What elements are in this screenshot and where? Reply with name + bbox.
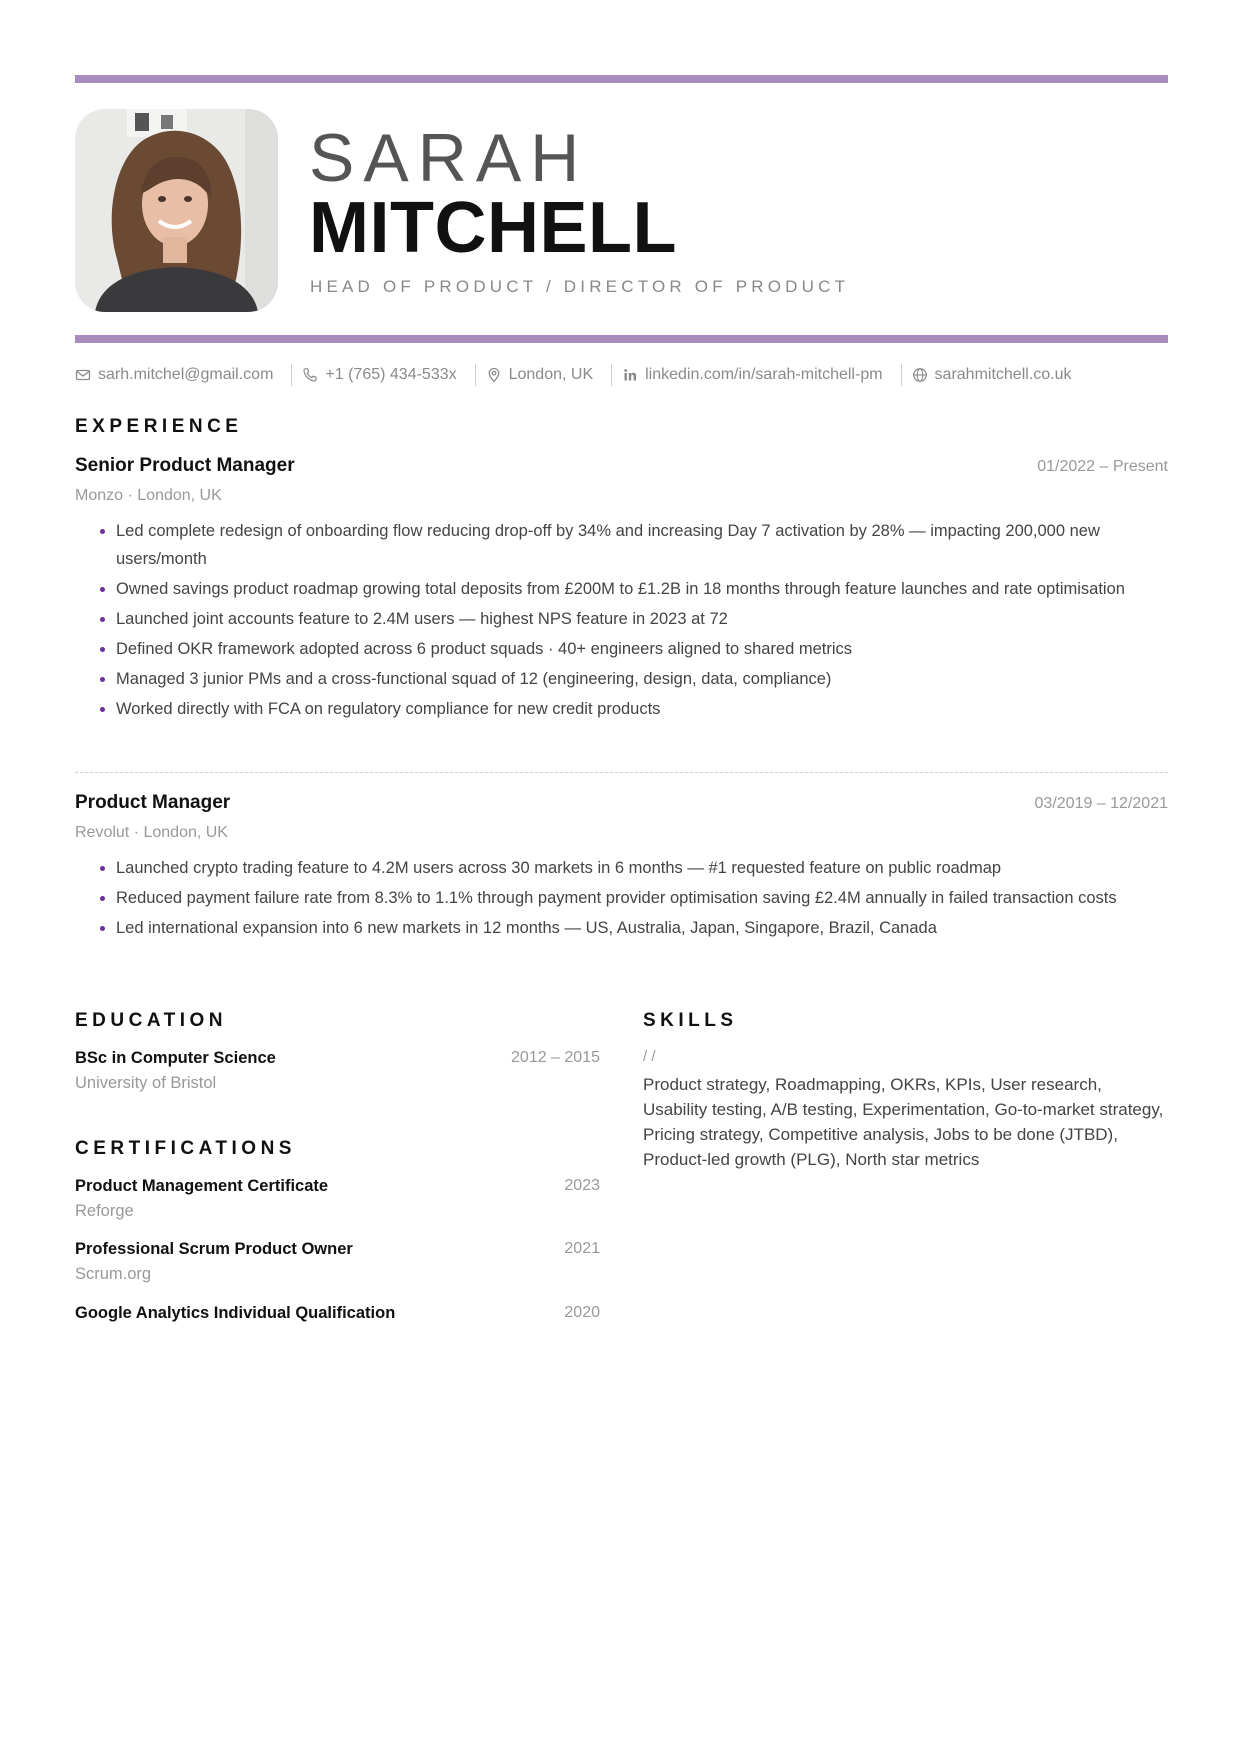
contact-website[interactable] <box>912 366 1072 384</box>
phone-icon <box>302 367 318 383</box>
contact-divider <box>611 364 612 386</box>
first-name: SARAH <box>309 120 589 196</box>
contact-row <box>75 362 1072 388</box>
top-accent-rule <box>75 75 1168 83</box>
skills-marker: / / <box>643 1048 656 1065</box>
job-bullets <box>75 517 1168 723</box>
job-dates: 03/2019 – 12/2021 <box>1034 795 1168 812</box>
skills-heading: SKILLS <box>643 1010 738 1031</box>
globe-icon <box>912 367 928 383</box>
experience-heading: EXPERIENCE <box>75 416 243 437</box>
certification-name: Professional Scrum Product Owner <box>75 1240 353 1258</box>
bullet-item: Managed 3 junior PMs and a cross-functional squad of 12 (engineering, design, data, compliance) <box>75 665 1168 693</box>
bullet-item: Worked directly with FCA on regulatory compliance for new credit products <box>75 695 1168 723</box>
certification-entry <box>75 1240 600 1284</box>
certification-name: Google Analytics Individual Qualification <box>75 1304 396 1322</box>
bullet-item: Led international expansion into 6 new markets in 12 months — US, Australia, Japan, Singapore, Brazil, Canada <box>75 914 1168 942</box>
profile-photo-image <box>75 109 278 312</box>
contact-divider <box>291 364 292 386</box>
job-title: HEAD OF PRODUCT / DIRECTOR OF PRODUCT <box>310 277 850 296</box>
certification-entry <box>75 1304 600 1323</box>
job-role: Senior Product Manager <box>75 455 295 476</box>
job-bullets <box>75 854 1168 942</box>
job-role: Product Manager <box>75 792 231 813</box>
contact-divider <box>901 364 902 386</box>
contact-linkedin[interactable] <box>622 366 882 384</box>
experience-entry <box>75 792 1168 944</box>
certification-name: Product Management Certificate <box>75 1177 329 1195</box>
contact-location-text: London, UK <box>508 366 594 383</box>
certifications-heading: CERTIFICATIONS <box>75 1138 296 1159</box>
education-school: University of Bristol <box>75 1074 217 1092</box>
education-heading: EDUCATION <box>75 1010 228 1031</box>
experience-divider <box>75 772 1168 773</box>
bullet-item: Led complete redesign of onboarding flow reducing drop-off by 34% and increasing Day 7 activation by 28% — impacting 200,000 new users/month <box>75 517 1168 573</box>
mail-icon <box>75 367 91 383</box>
bullet-item: Owned savings product roadmap growing total deposits from £200M to £1.2B in 18 months through feature launches and rate optimisation <box>75 575 1168 603</box>
certification-year: 2020 <box>564 1304 600 1321</box>
contact-website-text: sarahmitchell.co.uk <box>934 366 1072 383</box>
contact-phone[interactable] <box>302 366 456 384</box>
last-name: MITCHELL <box>309 188 677 268</box>
contact-email[interactable] <box>75 366 273 384</box>
linkedin-icon <box>622 367 638 383</box>
skills-list: Product strategy, Roadmapping, OKRs, KPIs, User research, Usability testing, A/B testing, Experimentation, Go-to-market strategy, Pricing strategy, Competitive analysis, Jobs to be done (JTBD), Product-led growth (PLG), North star metrics <box>643 1075 1164 1169</box>
education-degree: BSc in Computer Science <box>75 1049 276 1067</box>
certification-entry <box>75 1177 600 1221</box>
certification-issuer: Reforge <box>75 1202 134 1220</box>
bullet-item: Launched crypto trading feature to 4.2M users across 30 markets in 6 months — #1 requested feature on public roadmap <box>75 854 1168 882</box>
certification-year: 2023 <box>564 1177 600 1194</box>
bullet-item: Launched joint accounts feature to 2.4M users — highest NPS feature in 2023 at 72 <box>75 605 1168 633</box>
contact-linkedin-text: linkedin.com/in/sarah-mitchell-pm <box>645 366 883 383</box>
contact-divider <box>475 364 476 386</box>
job-dates: 01/2022 – Present <box>1037 458 1168 475</box>
job-company: Revolut · London, UK <box>75 824 228 841</box>
location-pin-icon <box>486 367 502 383</box>
experience-entry <box>75 455 1168 725</box>
bullet-item: Defined OKR framework adopted across 6 product squads · 40+ engineers aligned to shared metrics <box>75 635 1168 663</box>
contact-phone-text: +1 (765) 434-533x <box>325 366 457 383</box>
education-entry <box>75 1049 600 1093</box>
certification-issuer: Scrum.org <box>75 1265 152 1283</box>
profile-photo <box>75 109 278 312</box>
contact-location <box>486 366 594 384</box>
certification-year: 2021 <box>564 1240 600 1257</box>
job-company: Monzo · London, UK <box>75 487 222 504</box>
bullet-item: Reduced payment failure rate from 8.3% to 1.1% through payment provider optimisation saving £2.4M annually in failed transaction costs <box>75 884 1168 912</box>
header-accent-rule <box>75 335 1168 343</box>
education-years: 2012 – 2015 <box>511 1049 600 1066</box>
contact-email-text: sarh.mitchel@gmail.com <box>98 366 274 383</box>
